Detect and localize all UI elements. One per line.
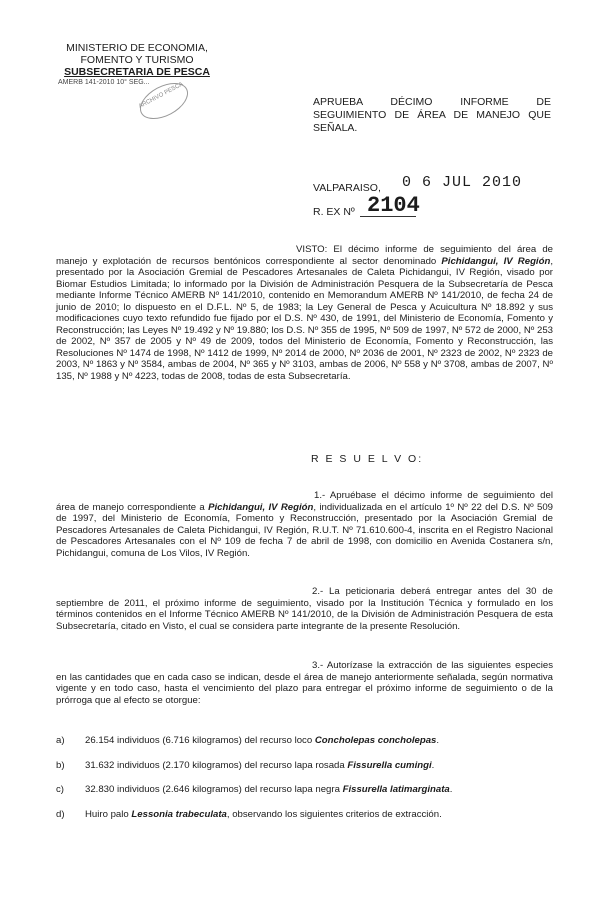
ministry-header: [52, 42, 222, 87]
visto-text: El décimo informe de seguimiento del área de manejo y explotación de recursos bentónicos correspondiente al sector denominado: [56, 244, 553, 267]
species-name: Concholepas concholepas: [314, 735, 437, 746]
subject-line: SEGUIMIENTO DE ÁREA DE MANEJO QUE: [313, 109, 551, 121]
sector-name: Pichidangui, IV Región: [208, 501, 314, 513]
item-label: d): [56, 809, 65, 820]
item-text: 32.830 individuos (2.646 kilogramos) del recurso lapa negra: [85, 784, 343, 795]
article-1-text: , individualizada en el artículo 1º Nº 22 del D.S. Nº 509 de 1997, del Ministerio de Economía, Fomento y Reconstrucción, presentado por la Asociación Gremial de Pescadores Artesanales de Caleta Pichidangui, IV Región, R.U.T. Nº 71.610.600-4, inscrita en el Registro Nacional de Pescadores Artesanales con el Nº 109 de fecha 7 de abril de 1998, con domicilio en Avenida Costanera s/n, Pichidangui, comuna de Los Vilos, IV Región.: [56, 501, 553, 559]
article-3: 3.- Autorízase la extracción de las siguientes especies en las cantidades que en cada caso se indican, desde el área de manejo anteriormente señalada, según normativa vigente y en todo caso, hasta el vencimiento del plazo para entregar el próximo informe de seguimiento o de la prórroga que al efecto se otorgue:: [56, 660, 553, 706]
item-label: b): [56, 760, 65, 771]
extraction-item: [56, 760, 553, 772]
item-label: a): [56, 735, 65, 746]
species-name: Fissurella cumingi: [347, 760, 432, 771]
article-1: [56, 490, 553, 559]
resuelvo-heading: R E S U E L V O:: [311, 453, 424, 465]
species-name: Fissurella latimarginata: [342, 784, 450, 795]
item-text: 31.632 individuos (2.170 kilogramos) del recurso lapa rosada: [85, 760, 348, 771]
article-1-text: 1.- Apruébase el décimo informe de seguimiento del área de manejo correspondiente a: [56, 490, 553, 513]
subject-line: APRUEBA DÉCIMO INFORME DE: [313, 96, 551, 108]
item-text: 26.154 individuos (6.716 kilogramos) del recurso loco: [85, 735, 315, 746]
visto-lead: VISTO:: [296, 244, 328, 255]
species-name: Lessonia trabeculata: [131, 809, 227, 820]
article-2: 2.- La peticionaria deberá entregar antes del 30 de septiembre de 2011, el próximo informe de seguimiento, visado por la Institución Técnica y formulado en los términos contenidos en el Informe Técnico AMERB Nº 141/2010, de la División de Administración Pesquera de esta Subsecretaría, citado en Visto, el cual se considera parte integrante de la presente Resolución.: [56, 586, 553, 632]
visto-text: , presentado por la Asociación Gremial de Pescadores Artesanales de Caleta Pichidangui, IV Región, visado por Biomar Estudios Limitada; lo informado por la División de Administración Pesquera de la Subsecretaría de Pesca mediante Informe Técnico AMERB Nº 141/2010, contenido en Memorandum AMERB Nº 141/2010, de fecha 24 de junio de 2010; lo dispuesto en el D.F.L. Nº 5, de 1983; la Ley General de Pesca y Acuicultura Nº 18.892 y sus modificaciones cuyo texto refundido fue fijado por el D.S. Nº 430, de 1991, del Ministerio de Economía, Fomento y Reconstrucción; las Leyes Nº 19.492 y Nº 19.880; los D.S. Nº 355 de 1995, Nº 509 de 1997, Nº 572 de 2000, Nº 253 de 2002, Nº 357 de 2005 y Nº 49 de 2009, todos del Ministerio de Economía, Fomento y Reconstrucción, las Resoluciones Nº 1474 de 1998, Nº 1412 de 1999, Nº 2014 de 2000, Nº 2036 de 2001, Nº 2323 de 2002, Nº 2323 de 2003, Nº 1863 y Nº 3584, ambas de 2004, Nº 365 y Nº 3103, ambas de 2006, Nº 558 y Nº 3708, ambas de 2007, Nº 135, Nº 1988 y Nº 4223, todas de 2008, todas de esta Subsecretaría.: [56, 255, 553, 382]
resolution-number-label: R. EX Nº: [313, 206, 355, 218]
extraction-item: [56, 809, 553, 821]
resolution-number: 2104: [367, 193, 420, 218]
sector-name: Pichidangui, IV Región: [441, 255, 551, 267]
item-label: c): [56, 784, 64, 795]
date-stamp: 0 6 JUL 2010: [402, 174, 523, 191]
subject-line: SEÑALA.: [313, 122, 358, 134]
visto-paragraph: [56, 244, 553, 382]
ministry-name-line3: SUBSECRETARIA DE PESCA: [64, 66, 210, 78]
extraction-item: [56, 735, 553, 747]
ministry-name-line1: MINISTERIO DE ECONOMIA,: [66, 42, 208, 54]
reference-code: AMERB 141-2010 10° SEG...: [58, 79, 150, 86]
resolution-subject: [313, 96, 551, 135]
place-label: VALPARAISO,: [313, 182, 381, 194]
item-tail: , observando los siguientes criterios de extracción.: [226, 809, 442, 820]
resolution-underline: [360, 216, 416, 217]
extraction-item: [56, 784, 553, 796]
item-tail: .: [436, 735, 440, 746]
item-tail: .: [431, 760, 435, 771]
item-text: Huiro palo: [85, 809, 132, 820]
item-tail: .: [449, 784, 453, 795]
archive-stamp: ARCHIVO PESCA: [134, 76, 194, 127]
ministry-name-line2: FOMENTO Y TURISMO: [80, 54, 194, 66]
